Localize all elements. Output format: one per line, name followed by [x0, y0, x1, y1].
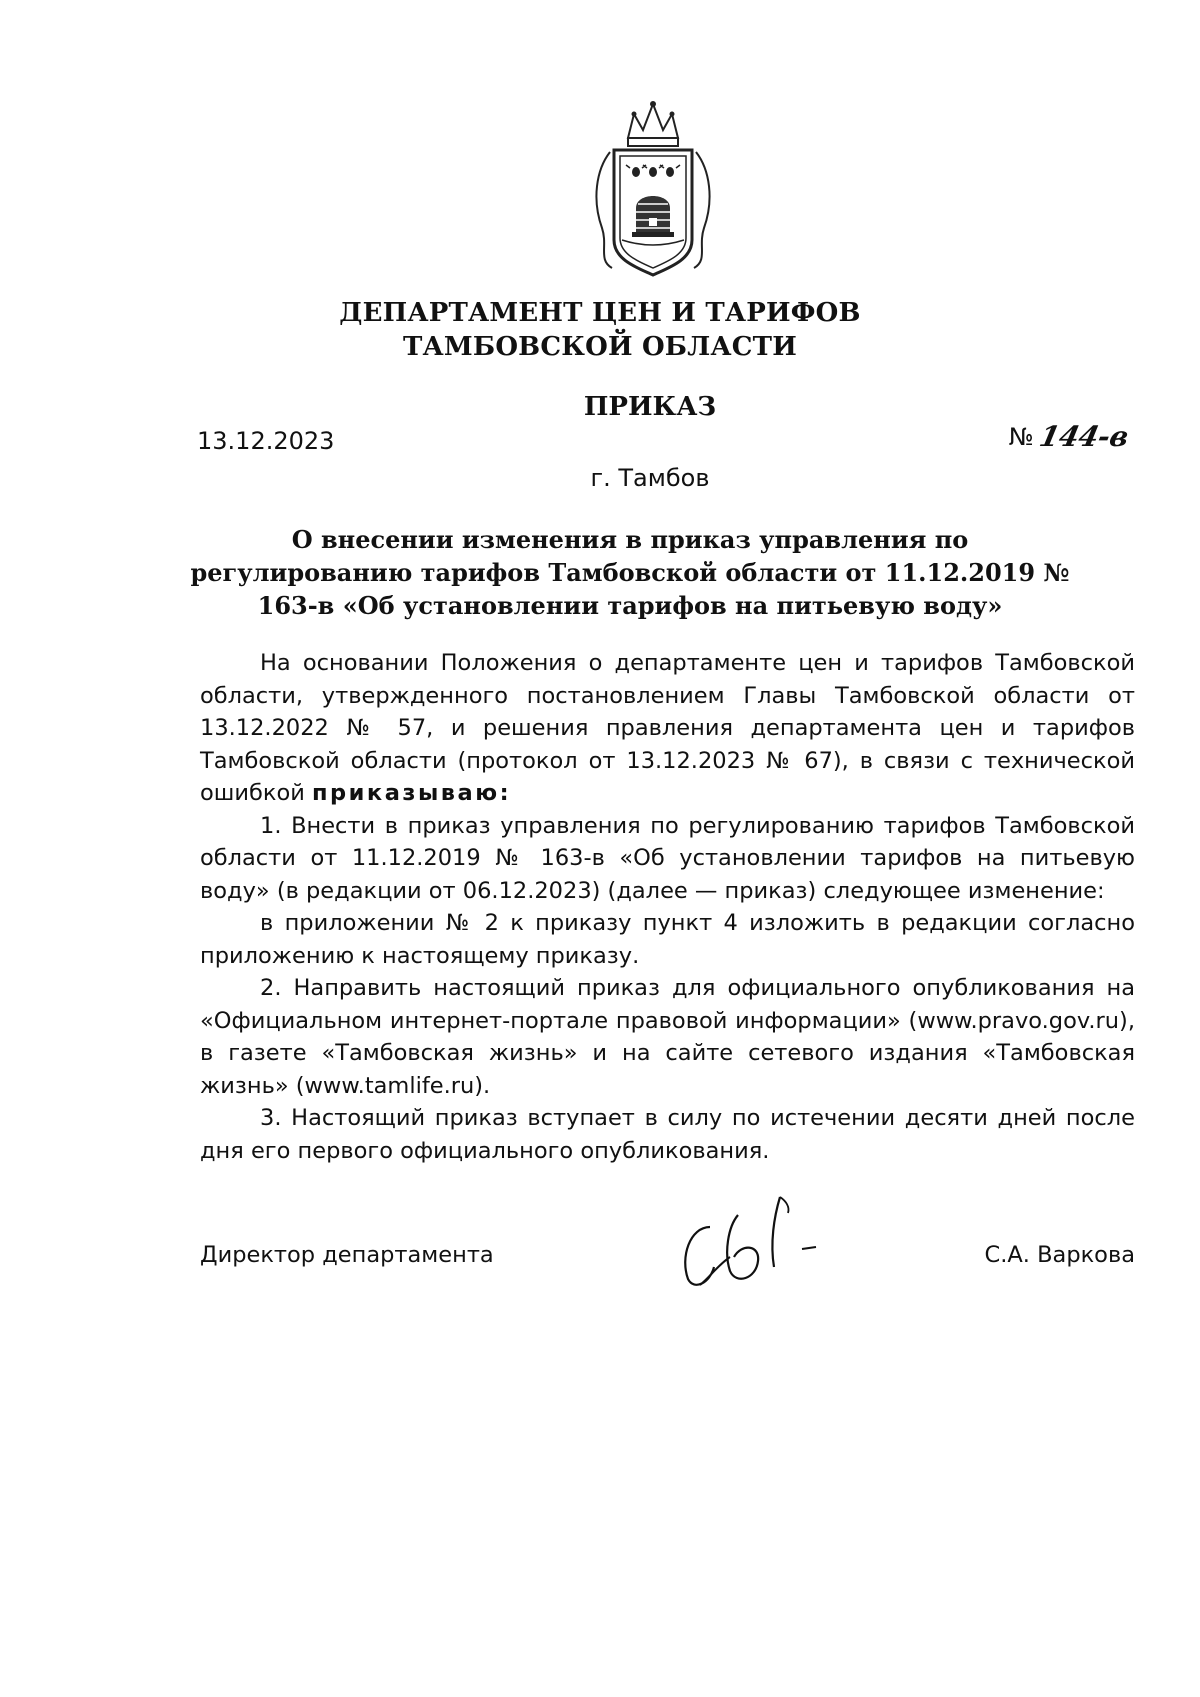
document-city: г. Тамбов: [590, 464, 710, 492]
paragraph-2: 2. Направить настоящий приказ для официального опубликования на «Официальном интернет-портале правовой информации» (www.pravo.gov.ru), в газете «Тамбовская жизнь» и на сайте сетевого издания «Тамбовская жизнь» (www.tamlife.ru).: [200, 975, 1135, 1099]
preamble-text: На основании Положения о департаменте цен и тарифов Тамбовской области, утвержденного постановлением Главы Тамбовской области от 13.12.2022 № 57, и решения правления департамента цен и тарифов Тамбовской области (протокол от 13.12.2023 № 67), в связи с технической ошибкой: [200, 650, 1135, 806]
preamble-paragraph: [200, 647, 1135, 810]
paragraph-1a: в приложении № 2 к приказу пункт 4 изложить в редакции согласно приложению к настоящему приказу.: [200, 910, 1135, 969]
coat-of-arms-icon: [588, 100, 718, 280]
department-line-2: ТАМБОВСКОЙ ОБЛАСТИ: [403, 332, 797, 362]
paragraph-1: 1. Внести в приказ управления по регулированию тарифов Тамбовской области от 11.12.2019 № 163-в «Об установлении тарифов на питьевую воду» (в редакции от 06.12.2023) (далее — приказ) следующее изменение:: [200, 812, 1135, 904]
paragraph-3: 3. Настоящий приказ вступает в силу по истечении десяти дней после дня его первого официального опубликования.: [200, 1105, 1135, 1164]
signer-name: С.А. Варкова: [984, 1242, 1135, 1268]
document-number: [1008, 420, 1132, 453]
number-value: 144-в: [1036, 420, 1132, 453]
department-line-1: ДЕПАРТАМЕНТ ЦЕН И ТАРИФОВ: [339, 298, 861, 328]
document-body: [200, 647, 1135, 1167]
department-name: [200, 296, 1000, 364]
document-subject: О внесении изменения в приказ управления по регулированию тарифов Тамбовской области от 11.12.2019 № 163-в «Об установлении тарифов на питьевую воду»: [190, 525, 1070, 620]
order-word: приказываю:: [312, 780, 512, 806]
signer-title: Директор департамента: [200, 1242, 494, 1268]
document-date: 13.12.2023: [197, 427, 335, 455]
number-prefix: №: [1008, 422, 1034, 451]
handwritten-signature-icon: [670, 1187, 840, 1297]
document-type: ПРИКАЗ: [583, 392, 717, 422]
